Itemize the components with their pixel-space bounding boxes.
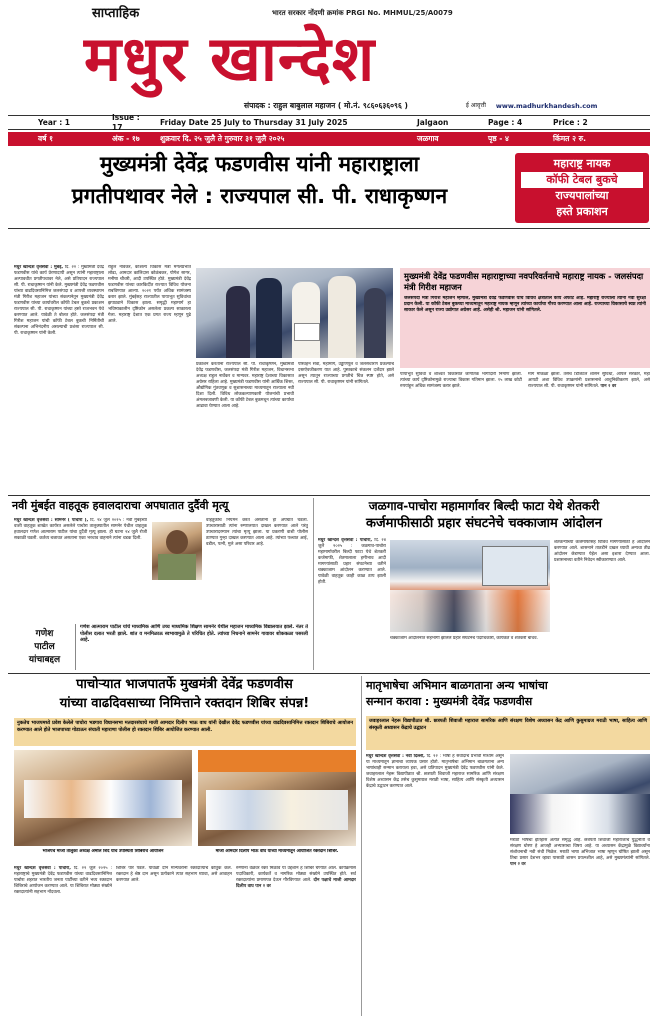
camp-people [206,790,348,830]
story4-col-3-text: रुग्णांना वेळेवर रक्त मिळावे या उद्देशाने हे शिबिर घेण्यात आले. कार्यक्रमास पदाधिकारी, कार्यकर्ते व नागरिक मोठ्या संख्येने उपस्थित होते. सर्व रक्तदात्यांना प्रमाणपत्र देऊन गौरविण्यात आले. [236,866,356,883]
website-link[interactable]: www.madhurkhandesh.com [495,101,598,110]
person-figure [226,286,250,358]
newspaper-title: मधुर खान्देश [84,22,376,95]
page-en: Page : 4 [488,117,523,127]
continued-label: पान २ वर [510,862,526,867]
story2-byline: मधुर खान्देश वृत्तसेवा : सामनेर ( पाचोरा ), [14,518,89,523]
portrait-shirt [158,554,196,580]
story4-col-1 [14,866,112,1016]
dates-mr: शुक्रवार दि. २५ जुलै ते गुरुवार ३१ जुलै २०२५ [160,134,285,144]
story3-col-1-text: दि. २४ जुलै २०२५ : जळगाव-पाचोरा महामार्गावरील बिल्दी फाटा येथे शेतकरी कर्जमाफी, शेतमालाला हमीभाव आदी मागण्यांसाठी प्रहार संघटनेच्या वतीने चक्काजाम आंदोलन करण्यात आले. यावेळी वाहतूक काही काळ ठप्प झाली होती. [318,538,386,585]
story4-col-2-text: शिबिर पार पडले. यावेळी दोन मान्यवरांनी रक्तदात्यांचे कौतुक केले. रक्तदान हे श्रेष्ठ दान असून प्रत्येकाने त्यात सहभाग घ्यावा, असे आवाहन करण्यात आले. [116,866,232,883]
story5-col-1 [366,754,504,1016]
sidebar-col-1-text: पायाभूत सुविधा व शाश्वत विकासात जागतिक भागीदारी निर्माण झाली. त्यांच्या कार्य दृष्टिकोनामुळे राज्याचा विकास गतिमान झाला. १५ लाख कोटी रुपयांहून अधिक सामंजस्य करार झाले. [400,372,522,389]
story3-headline-1: जळगाव-पाचोरा महामार्गावर बिल्दी फाटा येथे शेतकरी [368,499,600,513]
sidebar-col-1 [400,372,522,432]
sidebar-quote: मुख्यमंत्री देवेंद्र फडणवीस महाराष्ट्राच्या नवपरिवर्तनाचे महाराष्ट्र नायक - जलसंपदा मंत्री गिरीश महाजन [404,271,644,292]
continued-label: पान २ वर [255,884,271,889]
story3-byline: मधुर खान्देश वृत्तसेवा : पाचोरा, [318,538,373,543]
lead-caption-text: प्रकाशन करताना राज्यपाल सी. पी. राधाकृष्णन, मुख्यमंत्री देवेंद्र फडणवीस, जलसंपदा मंत्री गिरीश महाजन, विधानसभा अध्यक्ष राहुल नार्वेकर व मान्यवर. [196,362,294,379]
bus-shape [482,546,548,586]
info-bar-mr [8,132,650,146]
tribute-line-3: यांचाबद्दल [28,655,61,665]
story2-col-2-text: वाहतुकीचे नियमन करत असताना हा अपघात घडला. उपचारासाठी त्यांना रुग्णालयात दाखल करण्यात आले परंतु उपचारादरम्यान त्यांचा मृत्यू झाला. या प्रकरणी वाशी पोलीस ठाण्यात गुन्हा दाखल करण्यात आला आहे. त्यांच्या पश्चात आई, वडील, पत्नी, मुले असा परिवार आहे. [206,518,308,547]
varsh-mr: वर्ष १ [38,134,54,144]
person-figure [328,276,356,358]
story3-headline-2: कर्जमाफीसाठी प्रहार संघटनेचे चक्काजाम आंदोलन [366,516,602,531]
story4-col-1-text: दि. २२ जुलै २०२५ : महाराष्ट्राचे मुख्यमंत्री देवेंद्र फडणवीस यांच्या वाढदिवसानिमित्त पाचोरा शहरात भारतीय जनता पार्टीच्या वतीने भव्य रक्तदान शिबिराचे आयोजन करण्यात आले. या शिबिरात मोठ्या संख्येने रक्तदात्यांनी सहभाग नोंदवला. [14,866,112,895]
story2-headline: नवी मुंबईत वाहतूक हवालदाराचा अपघातात दुर्दैवी मृत्यू [12,499,229,512]
weekly-label: साप्ताहिक [92,6,140,21]
box-line-1: महाराष्ट्र नायक [553,157,611,170]
portrait-face [166,530,188,554]
person-figure [364,288,386,358]
place-mr: जळगाव [417,134,439,144]
protest-crowd [390,590,550,632]
lead-col-4 [298,362,394,495]
lead-headline-1: मुख्यमंत्री देवेंद्र फडणवीस यांनी महाराष्ट्राला [99,152,420,176]
lead-photo [196,268,393,358]
story4-headline-2: यांच्या वाढदिवसाच्या निमित्ताने रक्तदान शिबिर संपन्न! [59,696,310,711]
story2-tribute-label [14,624,76,670]
lead-col-4-text: परिवहन सेवा, महामार्ग, उड्डाणपूल व जलसंधारण प्रकल्पांचे दस्तऐवजीकरण यात आहे. पुस्तकाचे संकलन दर्जेदार झाले असून त्यातून राज्याच्या प्रगतीचे चित्र स्पष्ट होते, असे राज्यपाल सी. पी. राधाकृष्णन यांनी सांगितले. [298,362,394,385]
lead-col-2 [108,265,191,495]
divider [8,228,650,229]
divider [8,495,650,496]
story2-col-2 [206,518,308,618]
story3-photo [390,540,550,632]
story3-col-3-text: शेतकऱ्यांच्या कर्जमाफीसह विविध मागण्यांसाठी हे आंदोलन करण्यात आले. शासनाने तातडीने दखल घ्यावी अन्यथा तीव्र आंदोलन छेडण्यात येईल असा इशारा देण्यात आला. प्रशासनाच्या वतीने निवेदन स्वीकारण्यात आले. [554,540,650,563]
divider [8,673,650,674]
story5-col-2 [510,838,650,1016]
story4-col-2 [116,866,232,1016]
book-cover [294,323,320,341]
editor-line [84,99,650,113]
lead-photo-caption [196,362,294,495]
ank-mr: अंक - १७ [112,134,140,144]
story2-col-1 [14,518,147,618]
continued-label: पान २ वर [600,384,617,389]
coffee-table-book-box [515,153,649,223]
banner-strip [198,750,356,772]
price-en: Price : 2 [553,117,588,127]
edition-label: ई आवृत्ती [465,102,486,110]
page-mr: पृष्ठ - ४ [488,134,509,144]
story5-headline-2: सन्मान करावा : मुख्यमंत्री देवेंद्र फडणवीस [366,695,533,708]
price-mr: किंमत २ रु. [553,134,586,144]
story2-tribute: गणेश आत्माराम पाटील यांचे माध्यमिक आणि उच्च माध्यमिक शिक्षण सामनेर येथील महाजन माध्यमिक विद्यालयात झाले. नंतर ते पोलीस दलात भरती झाले. शांत व मनमिळाऊ स्वभावामुळे ते परिचित होते. त्यांच्या निधनाने सामनेर गावावर शोककळा पसरली आहे. [80,624,308,643]
box-line-2: कॉफी टेबल बुकचे [521,172,643,188]
story4-col-3-caption: दोन पक्षाचे माजी आमदार दिलीप वाघ [236,878,356,889]
lead-col-3-text: महाराष्ट्र देशाच्या विकासात अग्रेसर राहिला आहे. मुख्यमंत्री फडणवीस यांनी आर्थिक शिस्त, औद्योगिक गुंतवणूक व सुशासनाच्या माध्यमातून राज्याला नवी दिशा दिली. विविध लोककल्याणकारी योजनांची प्रभावी अंमलबजावणी केली. या कॉफी टेबल बुकमधून त्यांच्या कार्याचा आढावा घेण्यात आला आहे. [196,374,294,409]
story3-col-1 [318,538,386,670]
blood-donors [24,780,182,818]
story4-photo-2 [198,750,356,846]
story5-photo [510,754,650,834]
editor-text: संपादक : राहुल बाबुलाल महाजन ( मो.नं. ९८६०६३६०९६ ) [244,101,408,111]
sidebar-quote-box [400,268,650,368]
info-bar-en [8,115,650,130]
lead-byline: मधुर खान्देश वृत्तसेवा : मुंबई, [14,265,64,270]
person-figure [292,282,320,358]
lead-col-1 [14,265,104,495]
masthead [0,0,657,144]
story5-byline: मधुर खान्देश वृत्तसेवा : नवी दिल्ली, [366,754,425,759]
tribute-line-1: गणेश [35,629,54,639]
column-divider [361,676,362,1016]
column-divider [313,498,314,670]
box-line-4: हस्ते प्रकाशन [556,205,608,218]
lead-headline-2: प्रगतीपथावर नेले : राज्यपाल सी. पी. राधाकृष्णन [71,184,448,208]
registration-text: भारत सरकार नोंदणी क्रमांक PRGI No. MHMUL/25/A0079 [272,9,453,17]
story5-banner: जवाहरलाल नेहरू विद्यापीठात श्री. छत्रपती शिवाजी महाराज सामरिक आणि संरक्षण विशेष अध्यासन केंद्र आणि कुसुमाग्रज मराठी भाषा, साहित्य आणि संस्कृती अध्यासन केंद्राचे उद्घाटन [366,716,650,750]
dates-en: Friday Date 25 July to Thursday 31 July 2025 [160,117,348,127]
story4-photo-1 [14,750,192,846]
story4-byline: मधुर खान्देश वृत्तसेवा : पाचोरा, [14,866,71,871]
story3-col-3 [554,540,650,670]
story2-photo [152,522,202,580]
person-figure [256,278,282,358]
sidebar-col-2-text: मार्ग मोकळा झाला. तसेच डिजिटल शासन सुविधा, आपले सरकार, महा आयटी अशा विविध उपक्रमांनी प्रशासनाचे आधुनिकीकरण झाले, असे राज्यपाल सी. पी. राधाकृष्णन यांनी सांगितले. [528,372,650,389]
issue-en: Issue : 17 [112,113,140,132]
tribute-line-2: पाटील [34,642,55,652]
story4-headline-1: पाचोऱ्यात भाजपातर्फे मुखमंत्री देवेंद्र फडणवीस [76,677,293,692]
lead-col-1-text: दि. २२ : मुख्यमंत्री देवेंद्र फडणवीस यांचे कार्य प्रेरणादायी असून त्यांनी महाराष्ट्राला अल्पावधीत प्रगतीपथावर नेले, असे प्रतिपादन राज्यपाल सी. पी. राधाकृष्णन यांनी केले. मुख्यमंत्री देवेंद्र फडणवीस यांच्या वाढदिवसानिमित्त जलसंपदा व आपत्ती व्यवस्थापन मंत्री गिरीश महाजन यांच्या संकल्पनेतून मुख्यमंत्री देवेंद्र फडणवीस यांच्या कार्यावरील कॉफी टेबल बुकचे प्रकाशन राज्यपाल सी. पी. राधाकृष्णन यांच्या हस्ते राजभवन येथे करण्यात आले. यावेळी ते बोलत होते. जलसंपदा मंत्री गिरीश महाजन यांची कॉफी टेबल बुकची निर्मितीची संकल्पना अभिनंदनीय असल्याची प्रशंसा राज्यपाल सी. पी. राधाकृष्णन यांनी केली. [14,265,104,336]
story3-caption: चक्काजाम आंदोलनात सहभागी झालेले प्रहार संघटनेचे पदाधिकारी, कार्यकर्ते व शेतकरी बांधव. [390,636,538,641]
year-en: Year : 1 [38,117,71,127]
box-line-3: राज्यपालांच्या [555,189,609,202]
sidebar-body: जलसंपदा मंत्री गिरीश महाजन म्हणाले, मुख्यमंत्री देवेंद्र फडणवीस यांचे विविध क्षेत्रातील कार्य अफाट आहे. महाराष्ट्र राज्याला त्यांनी नवी सुरक्षा प्रदान केली. या कॉफी टेबल बुकच्या माध्यमातून महाराष्ट्र नायक म्हणून त्यांच्या कार्याचा गौरव करण्यात आला आहे. राज्याच्या विकासाचे स्वप्न त्यांनी साकार केले असून राज्य उद्योगात अग्रेसर आहे. असेही श्री. महाजन यांनी सांगितले. [404,296,646,313]
dignitaries [510,794,650,834]
story4-caption-1: भाजपचे माजी तालुका अध्यक्ष अमोल शिंदे यांचे उपस्थिती शिबिराचे आयोजन [42,849,164,854]
story5-col-2-text: मराठी भाषेचा इतिहास अत्यंत समृद्ध आहे. छत्रपती शिवाजी महाराजांचे युद्धनीती व संरक्षण धोरण हे आजही अभ्यासाचा विषय आहे. या अध्यासन केंद्रामुळे विद्यार्थ्यांना संशोधनाची नवी संधी मिळेल. मराठी भाषा अभिजात भाषा म्हणून घोषित झाली असून तिचा प्रसार देशभर व्हावा यासाठी शासन प्रयत्नशील आहे, असे मुख्यमंत्र्यांनी सांगितले. [510,838,650,861]
story2-col-1-text: दि. २४ जुलै २०२५ : नवी मुंबईच्या वाशी वाहतूक शाखेत कार्यरत असलेले पाचोरा तालुक्यातील सामनेर येथील वाहतूक हवालदार गणेश आत्माराम पाटील यांचा दुर्दैवी मृत्यू झाला. ही घटना २४ जुलै रोजी सकाळी घडली. कर्तव्य बजावत असताना एका भरधाव वाहनाने त्यांना धडक दिली. [14,518,147,541]
story5-col-1-text: दि. २२ : भाषा हे संवादाचे प्रभावी माध्यम असून या माध्यमातून ज्ञानाचा व्यापक प्रसार होतो. मातृभाषेचा अभिमान बाळगताना अन्य भाषांचाही सन्मान करायला हवा, असे प्रतिपादन मुख्यमंत्री देवेंद्र फडणवीस यांनी केले. जवाहरलाल नेहरू विद्यापीठात श्री. छत्रपती शिवाजी महाराज सामरिक आणि संरक्षण विशेष अध्यासन केंद्र तसेच कुसुमाग्रज मराठी भाषा, साहित्य आणि संस्कृती अध्यासन केंद्राचे उद्घाटन करण्यात आले. [366,754,504,789]
place-en: Jalgaon [417,117,449,127]
lead-col-2-text: राहुल नार्वेकर, कौशल्य विकास मंत्री मंगलप्रभात लोढा, आमदार कालिदास कोळंबकर, योगेश सागर, मनीषा चौधरी, आदी उपस्थित होते. मुख्यमंत्री देवेंद्र फडणवीस यांच्या कारकिर्दीत राज्यात विविध योजना राबविण्यात आल्या. २०२१ पर्यंत अधिक सामंजस्य करार झाले. मुंबईसह राज्यातील पायाभूत सुविधांचा झपाट्याने विकास झाला. समृद्धी महामार्ग हा भविष्यकालीन दृष्टिकोन असलेला प्रकल्प साकारला गेला. महाराष्ट्र देशात एक प्रगत राज्य म्हणून पुढे आले. [108,265,191,324]
story4-caption-2: माजी आमदार दिलीप भाऊ वाघ यांच्या माध्यमातून आयोजित रक्तदान शिबिर. [215,849,339,854]
story5-headline-1: मातृभाषेचा अभिमान बाळगताना अन्य भाषांचा [366,679,548,692]
story4-col-3 [236,866,356,1016]
story4-banner: नुकतेच भाजपमध्ये प्रवेश केलेले पाचोरा भडगाव विधानसभा मतदारसंघाचे माजी आमदार दिलीप भाऊ वाघ यांनी देखील देवेंद्र फडणवीस यांच्या वाढदिवसानिमित्त रक्तदान शिबिराचे आयोजन करण्यात आले होते भाजपाच्या गोडाऊन संचाती महाराणा पोलीस हो रक्तदान शिबिर आयोजित करण्यात आली. [14,718,356,746]
sidebar-col-2 [528,372,650,432]
